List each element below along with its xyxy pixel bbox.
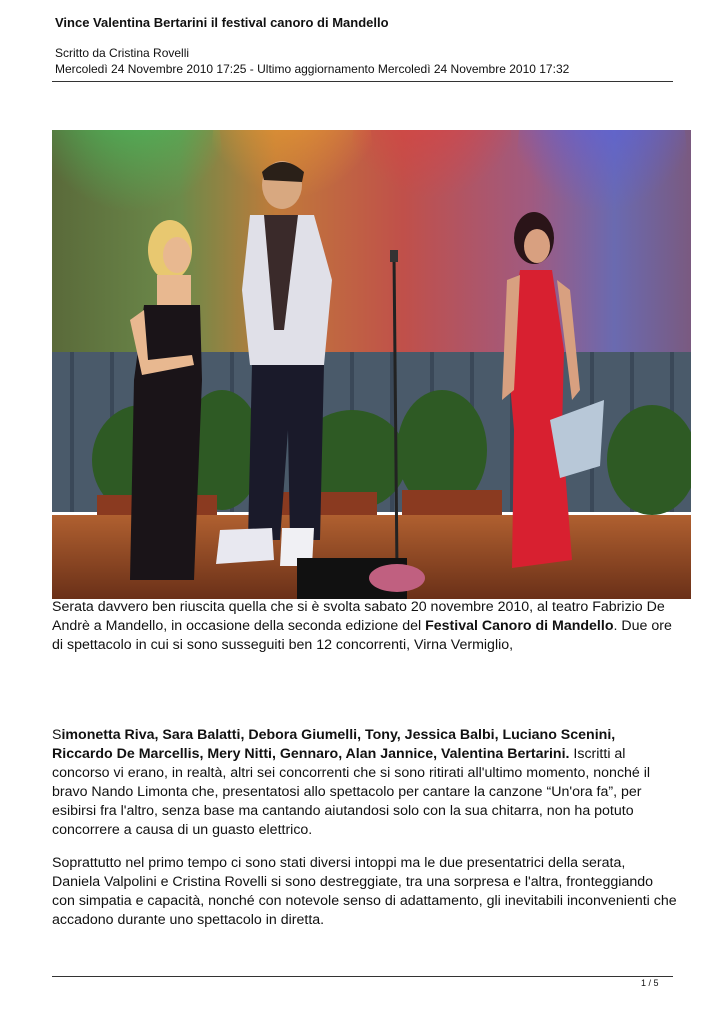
article-paragraph-contestants: Simonetta Riva, Sara Balatti, Debora Giumelli, Tony, Jessica Balbi, Luciano Scenini, Riccardo De Marcellis, Mery Nitti, Gennaro, Alan Jannice, Valentina Bertarini. Iscritti al concorso vi erano, in realtà, altri sei concorrenti che si sono ritirati all'ultimo momento, nonché il bravo Nando Limonta che, presentatosi allo spettacolo per cantare la canzone “Un'ora fa”, per esibirsi fra l'altro, senza base ma cantando aiutandosi solo con la sua chitarra, non ha potuto concorrere a causa di un guasto elettrico. <box>52 727 651 838</box>
contestant-names: imonetta Riva, Sara Balatti, Debora Giumelli, Tony, Jessica Balbi, Luciano Scenini, Riccardo De Marcellis, Mery Nitti, Gennaro, Alan Jannice, Valentina Bertarini. <box>52 727 616 762</box>
article-title: Vince Valentina Bertarini il festival canoro di Mandello <box>55 15 389 30</box>
article-author: Scritto da Cristina Rovelli <box>55 46 190 60</box>
article-dates: Mercoledì 24 Novembre 2010 17:25 - Ultimo aggiornamento Mercoledì 24 Novembre 2010 17:32 <box>55 62 570 76</box>
article-paragraph-intro: Serata davvero ben riuscita quella che si è svolta sabato 20 novembre 2010, al teatro Fabrizio De Andrè a Mandello, in occasione della seconda edizione del Festival Canoro di Mandello. Due ore di spettacolo in cui si sono susseguiti ben 12 concorrenti, Virna Vermiglio, <box>52 599 672 653</box>
footer-divider <box>52 976 673 977</box>
stage-photo <box>52 130 691 599</box>
festival-name: Festival Canoro di Mandello <box>425 618 614 634</box>
header-divider <box>52 81 673 82</box>
page-number: 1 / 5 <box>641 978 659 988</box>
article-paragraph-hosts: Soprattutto nel primo tempo ci sono stati diversi intoppi ma le due presentatrici della serata, Daniela Valpolini e Cristina Rovelli si sono destreggiate, tra una sorpresa e l'altra, fronteggiando con simpatia e capacità, nonché con notevole senso di adattamento, gli inevitabili inconvenienti che accadono durante uno spettacolo in diretta. <box>52 855 677 928</box>
